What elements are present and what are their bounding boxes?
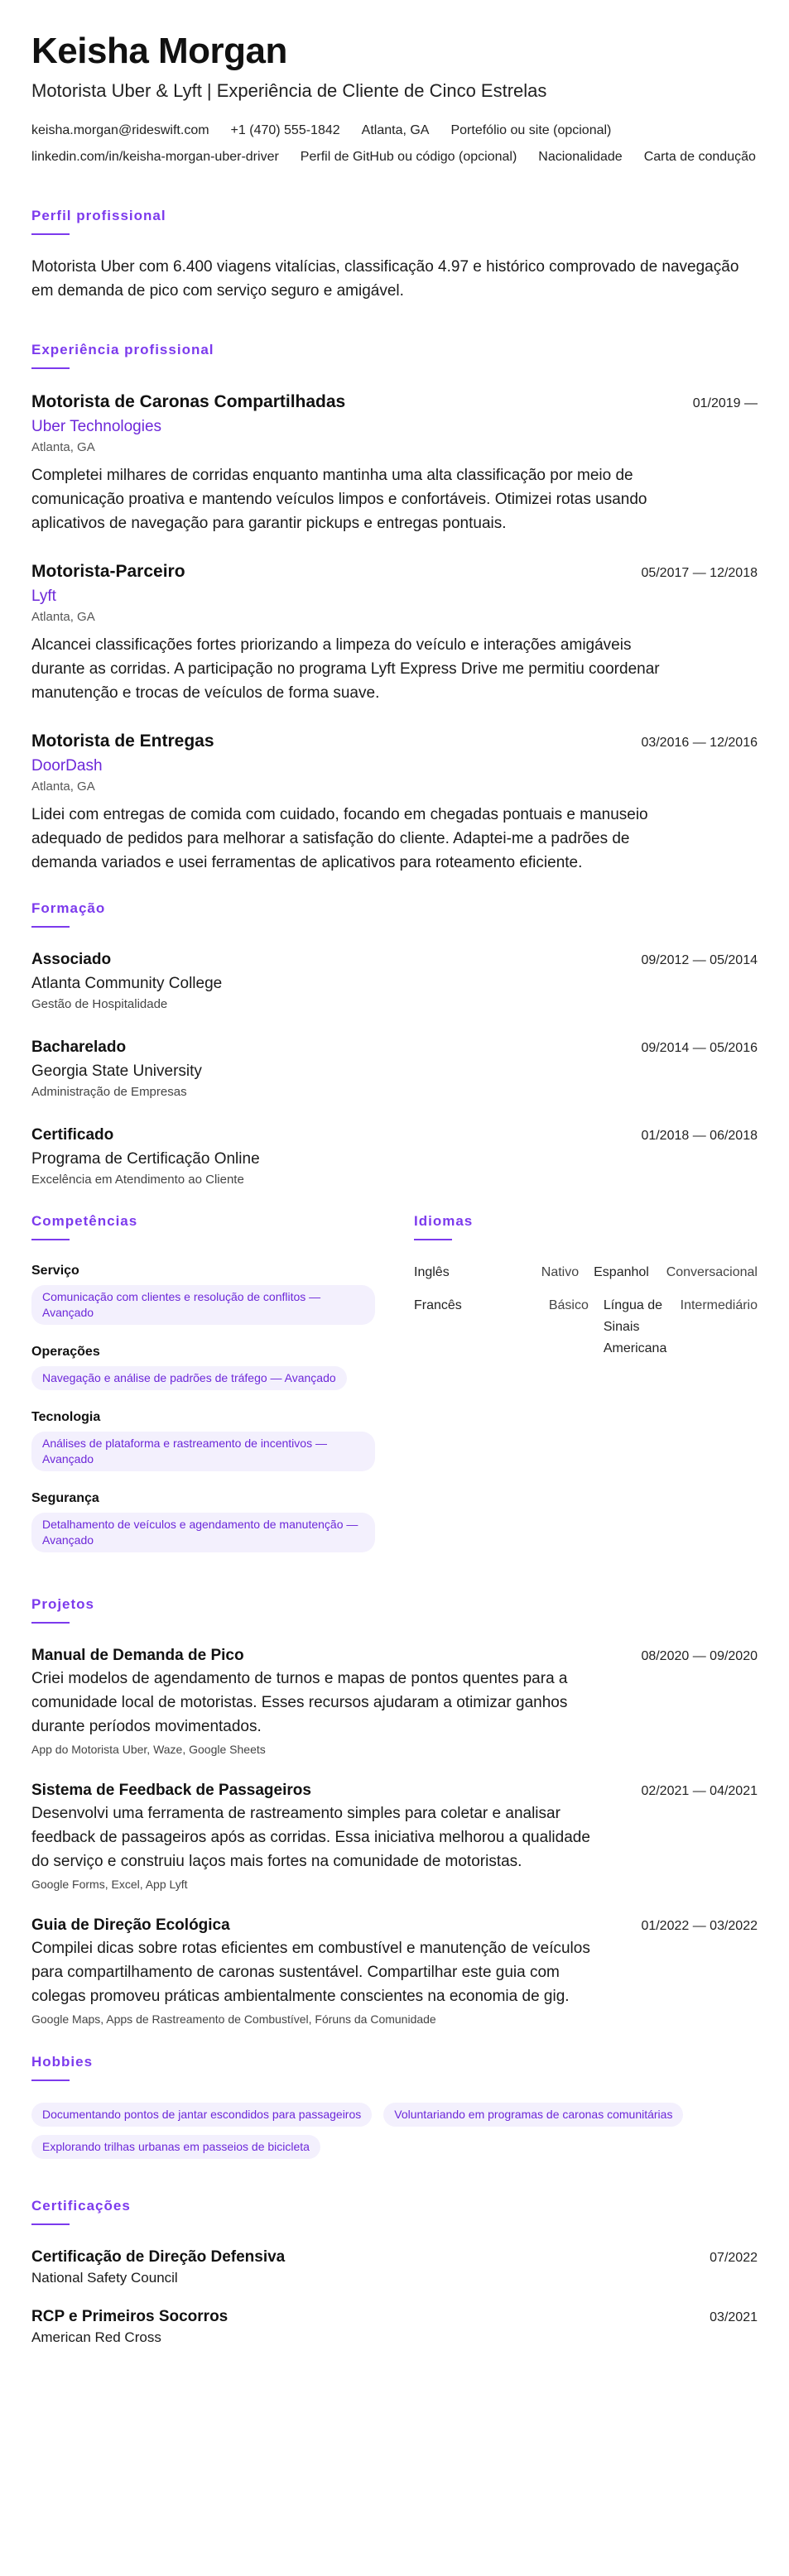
certification-date: 03/2021 xyxy=(710,2310,758,2324)
skill-group xyxy=(31,1262,375,1325)
study-field: Gestão de Hospitalidade xyxy=(31,997,168,1011)
contact-email[interactable]: keisha.morgan@rideswift.com xyxy=(31,123,209,137)
project-entry xyxy=(31,1645,758,1758)
degree: Associado xyxy=(31,951,112,968)
job-description: Alcancei classificações fortes priorizando a limpeza do veículo e interações amigáveis durante as corridas. A participação no programa Lyft Express Drive me permitiu coordenar manutenção e trocas de veículos de forma suave. xyxy=(31,636,660,702)
project-name: Manual de Demanda de Pico xyxy=(31,1647,244,1664)
language-name: Espanhol xyxy=(594,1265,649,1279)
candidate-name: Keisha Morgan xyxy=(31,31,287,71)
certification-name: RCP e Primeiros Socorros xyxy=(31,2308,229,2325)
skill-pill: Análises de plataforma e rastreamento de incentivos — Avançado xyxy=(31,1432,375,1471)
section-divider xyxy=(414,1239,452,1240)
job-location: Atlanta, GA xyxy=(31,440,95,454)
section-title: Idiomas xyxy=(414,1213,474,1229)
study-field: Administração de Empresas xyxy=(31,1085,187,1099)
certification-issuer: American Red Cross xyxy=(31,2329,161,2345)
job-location: Atlanta, GA xyxy=(31,610,95,624)
language-row xyxy=(414,1262,758,1283)
summary-text: Motorista Uber com 6.400 viagens vitalícias, classificação 4.97 e histórico comprovado de navegação em demanda de pico com serviço seguro e amigável. xyxy=(31,258,739,300)
section-title: Competências xyxy=(31,1213,138,1229)
skill-group xyxy=(31,1408,375,1471)
contact-nationality: Nacionalidade xyxy=(538,150,623,164)
project-date: 01/2022 — 03/2022 xyxy=(641,1919,758,1933)
skill-group xyxy=(31,1343,375,1390)
language-name: Língua de Sinais Americana xyxy=(603,1298,667,1355)
job-description: Completei milhares de corridas enquanto mantinha uma alta classificação por meio de comunicação proativa e mantendo veículos limpos e confortáveis. Otimizei rotas usando aplicativos de navegação para garantir pickups e entregas pontuais. xyxy=(31,467,647,532)
section-divider xyxy=(31,1239,70,1240)
contact-github[interactable]: Perfil de GitHub ou código (opcional) xyxy=(300,150,517,164)
skill-pill: Detalhamento de veículos e agendamento de manutenção — Avançado xyxy=(31,1513,375,1552)
hobbies-section xyxy=(31,2053,758,2159)
experience-entry xyxy=(31,730,758,875)
project-entry xyxy=(31,1915,758,2028)
section-divider xyxy=(31,367,70,369)
hobby-pill: Voluntariando em programas de caronas comunitárias xyxy=(383,2103,683,2127)
section-divider xyxy=(31,926,70,928)
certification-issuer: National Safety Council xyxy=(31,2270,178,2286)
section-title: Experiência profissional xyxy=(31,342,214,357)
education-entry xyxy=(31,1125,758,1189)
job-description: Lidei com entregas de comida com cuidado, focando em chegadas pontuais e manuseio adequado de pedidos para melhorar a satisfação do cliente. Adaptei-me a padrões de demanda variados e usei ferramentas de aplicativos para roteamento eficiente. xyxy=(31,806,648,871)
school: Georgia State University xyxy=(31,1063,202,1080)
experience-entry xyxy=(31,560,758,705)
degree: Bacharelado xyxy=(31,1039,127,1056)
job-company: Lyft xyxy=(31,588,56,605)
job-date: 03/2016 — 12/2016 xyxy=(641,736,758,750)
skill-category: Segurança xyxy=(31,1491,99,1505)
project-entry xyxy=(31,1780,758,1893)
language-level: Conversacional xyxy=(666,1265,758,1279)
skill-pill: Comunicação com clientes e resolução de conflitos — Avançado xyxy=(31,1285,375,1325)
degree: Certificado xyxy=(31,1126,114,1144)
contact-list xyxy=(31,119,758,169)
certification-date: 07/2022 xyxy=(710,2251,758,2265)
contact-portfolio[interactable]: Portefólio ou site (opcional) xyxy=(450,123,612,137)
section-divider xyxy=(31,2080,70,2081)
section-title: Projetos xyxy=(31,1596,95,1612)
education-date: 09/2014 — 05/2016 xyxy=(641,1041,758,1055)
section-title: Certificações xyxy=(31,2198,131,2214)
job-company: Uber Technologies xyxy=(31,418,162,435)
job-role: Motorista de Entregas xyxy=(31,732,214,751)
language-level: Nativo xyxy=(541,1265,580,1279)
languages-section xyxy=(414,1212,758,1571)
experience-entry xyxy=(31,391,758,535)
job-company: DoorDash xyxy=(31,757,103,775)
school: Atlanta Community College xyxy=(31,975,223,992)
education-section xyxy=(31,899,758,1189)
project-description: Compilei dicas sobre rotas eficientes em combustível e manutenção de veículos para compartilhamento de caronas sustentável. Compartilhar este guia com colegas promoveu práticas ambientalmente conscientes na economia de gig. xyxy=(31,1940,590,2005)
skill-group xyxy=(31,1489,375,1552)
section-divider xyxy=(31,1622,70,1624)
project-name: Sistema de Feedback de Passageiros xyxy=(31,1782,311,1799)
language-name: Francês xyxy=(414,1298,462,1312)
language-level: Básico xyxy=(548,1298,589,1312)
headline: Motorista Uber & Lyft | Experiência de Cliente de Cinco Estrelas xyxy=(31,80,547,101)
skills-languages-row xyxy=(31,1212,758,1571)
contact-driving-license: Carta de condução xyxy=(643,150,756,164)
project-tools: App do Motorista Uber, Waze, Google Sheets xyxy=(31,1743,266,1756)
job-role: Motorista de Caronas Compartilhadas xyxy=(31,392,346,411)
project-date: 08/2020 — 09/2020 xyxy=(641,1649,758,1663)
experience-section xyxy=(31,341,758,875)
hobby-list xyxy=(31,2103,758,2159)
section-title: Perfil profissional xyxy=(31,208,166,223)
projects-section xyxy=(31,1595,758,2028)
project-tools: Google Maps, Apps de Rastreamento de Combustível, Fóruns da Comunidade xyxy=(31,2012,436,2026)
job-date: 05/2017 — 12/2018 xyxy=(641,566,758,580)
summary-section xyxy=(31,207,758,303)
contact-phone[interactable]: +1 (470) 555-1842 xyxy=(230,123,340,137)
project-description: Criei modelos de agendamento de turnos e mapas de pontos quentes para a comunidade local de motoristas. Esses recursos ajudaram a otimizar ganhos durante períodos movimentados. xyxy=(31,1670,568,1735)
education-entry xyxy=(31,1037,758,1101)
skill-pill: Navegação e análise de padrões de tráfego — Avançado xyxy=(31,1366,347,1390)
section-divider xyxy=(31,233,70,235)
education-date: 09/2012 — 05/2014 xyxy=(641,953,758,967)
skills-section xyxy=(31,1212,375,1571)
skill-category: Operações xyxy=(31,1345,100,1359)
certification-entry xyxy=(31,2247,758,2288)
job-date: 01/2019 — xyxy=(692,396,758,410)
project-date: 02/2021 — 04/2021 xyxy=(641,1784,758,1798)
study-field: Excelência em Atendimento ao Cliente xyxy=(31,1173,244,1187)
certification-name: Certificação de Direção Defensiva xyxy=(31,2248,286,2266)
project-description: Desenvolvi uma ferramenta de rastreamento simples para coletar e analisar feedback de passageiros após as corridas. Essa iniciativa melhorou a qualidade do serviço e construiu laços mais fortes na comunidade de motoristas. xyxy=(31,1805,590,1870)
project-name: Guia de Direção Ecológica xyxy=(31,1916,230,1934)
education-entry xyxy=(31,949,758,1014)
contact-linkedin[interactable]: linkedin.com/in/keisha-morgan-uber-driver xyxy=(31,150,279,164)
resume-header xyxy=(31,30,758,169)
section-title: Hobbies xyxy=(31,2054,94,2070)
job-role: Motorista-Parceiro xyxy=(31,562,185,581)
skill-category: Serviço xyxy=(31,1264,79,1278)
school: Programa de Certificação Online xyxy=(31,1150,260,1168)
language-name: Inglês xyxy=(414,1265,450,1279)
skill-category: Tecnologia xyxy=(31,1410,101,1424)
contact-location: Atlanta, GA xyxy=(361,123,430,137)
section-divider xyxy=(31,2223,70,2225)
certification-entry xyxy=(31,2306,758,2348)
education-date: 01/2018 — 06/2018 xyxy=(641,1129,758,1143)
hobby-pill: Documentando pontos de jantar escondidos para passageiros xyxy=(31,2103,372,2127)
job-location: Atlanta, GA xyxy=(31,780,95,794)
section-title: Formação xyxy=(31,900,106,916)
certifications-section xyxy=(31,2197,758,2348)
hobby-pill: Explorando trilhas urbanas em passeios de bicicleta xyxy=(31,2135,320,2159)
project-tools: Google Forms, Excel, App Lyft xyxy=(31,1878,188,1891)
language-row xyxy=(414,1295,758,1360)
language-level: Intermediário xyxy=(680,1298,758,1312)
